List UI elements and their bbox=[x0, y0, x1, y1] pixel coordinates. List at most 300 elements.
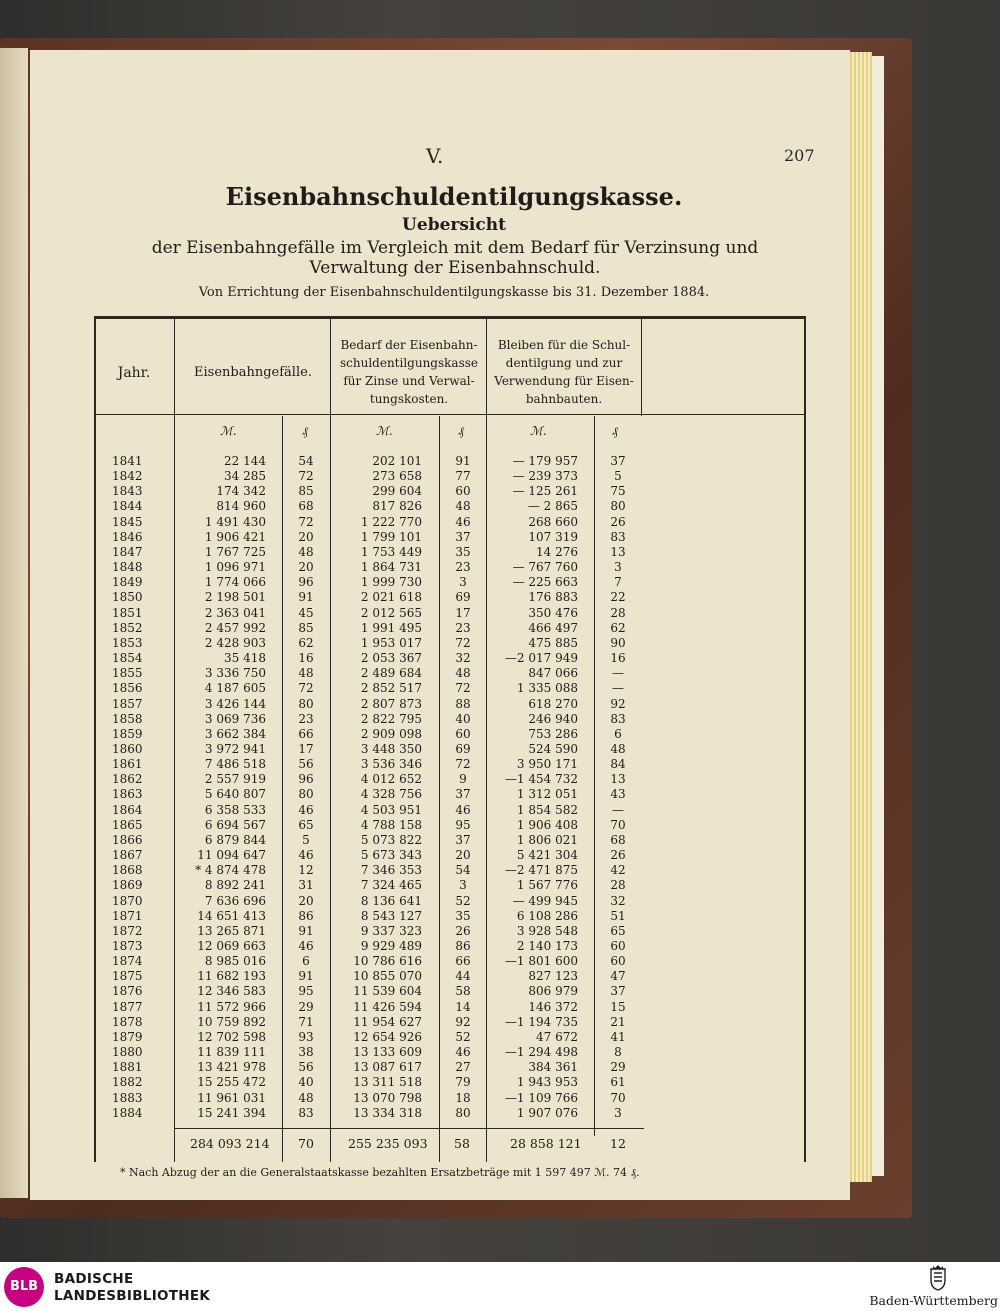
remaining-mark-cell: 1 907 076 bbox=[516, 1105, 578, 1120]
requirement-mark-cell: 4 012 652 bbox=[360, 772, 422, 787]
requirement-mark-cell: 9 929 489 bbox=[360, 939, 422, 953]
requirement-pf-cell: 77 bbox=[455, 469, 471, 484]
revenue-pf-cell: 91 bbox=[298, 590, 314, 605]
requirement-pf-cell: 20 bbox=[455, 848, 471, 863]
remaining-pf-cell: 42 bbox=[610, 863, 626, 878]
revenue-mark-cell: 3 662 384 bbox=[204, 726, 266, 741]
revenue-pf-cell: 38 bbox=[298, 1045, 314, 1060]
requirement-pf-cell: 37 bbox=[455, 832, 471, 847]
total-remaining-mark: 28 858 121 bbox=[510, 1136, 582, 1151]
revenue-pf-cell: 48 bbox=[298, 544, 314, 559]
revenue-mark-cell: 6 879 844 bbox=[204, 832, 266, 847]
requirement-mark-cell: 1 222 770 bbox=[360, 514, 422, 529]
revenue-pf-cell: 17 bbox=[298, 741, 314, 756]
requirement-pf-cell: 9 bbox=[459, 772, 467, 787]
requirement-pf-cell: 37 bbox=[455, 787, 471, 802]
remaining-mark-cell: 1 335 088 bbox=[516, 681, 578, 696]
remaining-pf-cell: 68 bbox=[610, 832, 626, 847]
remaining-mark-cell: 3 950 171 bbox=[516, 757, 578, 772]
remaining-mark-cell: 753 286 bbox=[528, 726, 578, 741]
requirement-mark-cell: 817 826 bbox=[372, 499, 422, 514]
revenue-mark-cell: 12 069 663 bbox=[197, 939, 266, 953]
year-cell: 1844 bbox=[112, 499, 143, 514]
header-year: Jahr. bbox=[117, 365, 151, 381]
revenue-mark-cell: 11 094 647 bbox=[197, 848, 266, 863]
revenue-mark-cell: 15 241 394 bbox=[197, 1105, 266, 1120]
year-cell: 1873 bbox=[112, 939, 143, 953]
total-requirement-mark: 255 235 093 bbox=[348, 1136, 428, 1151]
year-cell: 1861 bbox=[112, 757, 143, 772]
requirement-pf-cell: 32 bbox=[455, 651, 471, 666]
remaining-pf-cell: 65 bbox=[610, 923, 626, 938]
total-remaining-pf: 12 bbox=[610, 1136, 626, 1151]
year-cell: 1846 bbox=[112, 529, 143, 544]
total-revenue-mark: 284 093 214 bbox=[190, 1136, 270, 1151]
year-cell: 1880 bbox=[112, 1045, 143, 1060]
revenue-pf-cell: 91 bbox=[298, 923, 314, 938]
year-cell: 1881 bbox=[112, 1060, 143, 1075]
revenue-mark-cell: 1 096 971 bbox=[204, 560, 266, 575]
year-cell: 1854 bbox=[112, 651, 143, 666]
requirement-pf-cell: 72 bbox=[455, 635, 471, 650]
revenue-pf-cell: 72 bbox=[298, 681, 314, 696]
requirement-mark-cell: 1 799 101 bbox=[360, 529, 422, 544]
requirement-mark-cell: 5 073 822 bbox=[360, 832, 422, 847]
remaining-pf-cell: 8 bbox=[614, 1045, 622, 1060]
revenue-mark-cell: 174 342 bbox=[216, 484, 266, 499]
header-rule bbox=[94, 414, 806, 415]
footer-bar bbox=[0, 1262, 1000, 1311]
requirement-pf-cell: 46 bbox=[455, 514, 471, 529]
remaining-pf-cell: 83 bbox=[610, 529, 626, 544]
remaining-pf-cell: 37 bbox=[610, 984, 626, 999]
year-cell: 1867 bbox=[112, 848, 143, 863]
remaining-mark-cell: 1 806 021 bbox=[516, 832, 578, 847]
unit-pfennig: ₰ bbox=[458, 424, 464, 438]
year-cell: 1865 bbox=[112, 817, 143, 832]
requirement-mark-cell: 2 489 684 bbox=[360, 666, 422, 681]
remaining-mark-cell: —2 471 875 bbox=[504, 863, 578, 878]
requirement-mark-cell: 9 337 323 bbox=[360, 923, 422, 938]
requirement-pf-cell: 35 bbox=[455, 544, 471, 559]
remaining-mark-cell: —1 294 498 bbox=[504, 1045, 578, 1060]
revenue-mark-cell: 1 491 430 bbox=[204, 514, 266, 529]
year-cell: 1856 bbox=[112, 681, 143, 696]
remaining-pf-cell: 92 bbox=[610, 696, 626, 711]
revenue-mark-cell: 22 144 bbox=[224, 454, 266, 468]
requirement-pf-cell: 18 bbox=[455, 1090, 471, 1105]
revenue-mark-cell: 15 255 472 bbox=[197, 1075, 266, 1090]
remaining-pf-cell: 6 bbox=[614, 726, 622, 741]
remaining-pf-cell: 62 bbox=[610, 620, 626, 635]
unit-mark: ℳ. bbox=[530, 424, 547, 438]
requirement-mark-cell: 273 658 bbox=[372, 469, 422, 484]
column-revenue-pf bbox=[284, 454, 328, 1121]
requirement-pf-cell: 80 bbox=[455, 1105, 471, 1120]
revenue-mark-cell: 6 358 533 bbox=[204, 802, 266, 817]
requirement-mark-cell: 13 070 798 bbox=[353, 1090, 422, 1105]
remaining-mark-cell: 246 940 bbox=[528, 711, 578, 726]
requirement-pf-cell: 60 bbox=[455, 484, 471, 499]
revenue-mark-cell: 2 457 992 bbox=[204, 620, 266, 635]
requirement-pf-cell: 69 bbox=[455, 590, 471, 605]
left-page-edge bbox=[0, 48, 28, 1198]
remaining-pf-cell: 61 bbox=[610, 1075, 626, 1090]
requirement-mark-cell: 202 101 bbox=[372, 454, 422, 468]
remaining-mark-cell: 1 567 776 bbox=[516, 878, 578, 893]
revenue-pf-cell: 66 bbox=[298, 726, 314, 741]
year-cell: 1851 bbox=[112, 605, 143, 620]
revenue-mark-cell: 2 363 041 bbox=[204, 605, 266, 620]
requirement-mark-cell: 3 536 346 bbox=[360, 757, 422, 772]
year-cell: 1848 bbox=[112, 560, 143, 575]
revenue-pf-cell: 91 bbox=[298, 969, 314, 984]
page-number: 207 bbox=[784, 146, 815, 165]
revenue-pf-cell: 96 bbox=[298, 575, 314, 590]
header-requirement: Bedarf der Eisenbahn-schuldentilgungskasse für Zinse und Verwal-tungskosten. bbox=[339, 338, 478, 406]
header-remaining: Bleiben für die Schul-dentilgung und zur Verwendung für Eisen-bahnbauten. bbox=[494, 338, 634, 406]
revenue-mark-cell: 1 774 066 bbox=[204, 575, 266, 590]
unit-pfennig: ₰ bbox=[612, 424, 618, 438]
year-cell: 1878 bbox=[112, 1014, 143, 1029]
state-label: Baden-Württemberg bbox=[869, 1293, 998, 1308]
remaining-pf-cell: 47 bbox=[610, 969, 626, 984]
requirement-mark-cell: 13 133 609 bbox=[353, 1045, 422, 1060]
remaining-mark-cell: 2 140 173 bbox=[516, 939, 578, 953]
year-cell: 1869 bbox=[112, 878, 143, 893]
requirement-pf-cell: 66 bbox=[455, 954, 471, 969]
requirement-mark-cell: 3 448 350 bbox=[360, 741, 422, 756]
column-remaining-mark bbox=[494, 454, 578, 1121]
revenue-pf-cell: 80 bbox=[298, 696, 314, 711]
revenue-pf-cell: 85 bbox=[298, 484, 314, 499]
year-cell: 1859 bbox=[112, 726, 143, 741]
revenue-pf-cell: 96 bbox=[298, 772, 314, 787]
requirement-mark-cell: 8 543 127 bbox=[360, 908, 422, 923]
requirement-pf-cell: 23 bbox=[455, 560, 471, 575]
requirement-pf-cell: 35 bbox=[455, 908, 471, 923]
data-table bbox=[94, 316, 806, 1162]
year-cell: 1842 bbox=[112, 469, 143, 484]
revenue-pf-cell: 95 bbox=[298, 984, 314, 999]
remaining-mark-cell: 5 421 304 bbox=[516, 848, 578, 863]
requirement-mark-cell: 7 324 465 bbox=[360, 878, 422, 893]
revenue-mark-cell: 3 972 941 bbox=[204, 741, 266, 756]
requirement-mark-cell: 11 539 604 bbox=[353, 984, 422, 999]
revenue-mark-cell: 34 285 bbox=[224, 469, 266, 484]
year-cell: 1877 bbox=[112, 999, 143, 1014]
revenue-mark-cell: 11 682 193 bbox=[197, 969, 266, 984]
revenue-mark-cell: 814 960 bbox=[216, 499, 266, 514]
revenue-mark-cell: 1 767 725 bbox=[204, 544, 266, 559]
period-line: Von Errichtung der Eisenbahnschuldentilgungskasse bis 31. Dezember 1884. bbox=[198, 285, 710, 300]
subcolumn-divider bbox=[594, 416, 595, 1136]
total-requirement-pf: 58 bbox=[454, 1136, 470, 1151]
revenue-pf-cell: 5 bbox=[302, 832, 310, 847]
requirement-pf-cell: 26 bbox=[455, 923, 471, 938]
revenue-pf-cell: 46 bbox=[298, 802, 314, 817]
remaining-mark-cell: 107 319 bbox=[528, 529, 578, 544]
year-cell: 1843 bbox=[112, 484, 143, 499]
revenue-pf-cell: 56 bbox=[298, 1060, 314, 1075]
revenue-mark-cell: 13 421 978 bbox=[197, 1060, 266, 1075]
requirement-mark-cell: 2 909 098 bbox=[360, 726, 422, 741]
revenue-mark-cell: 8 892 241 bbox=[204, 878, 266, 893]
revenue-pf-cell: 20 bbox=[298, 893, 314, 908]
remaining-mark-cell: — 767 760 bbox=[512, 560, 578, 575]
requirement-mark-cell: 1 999 730 bbox=[360, 575, 422, 590]
revenue-mark-cell: 12 346 583 bbox=[197, 984, 266, 999]
year-cell: 1860 bbox=[112, 741, 143, 756]
requirement-mark-cell: 4 503 951 bbox=[360, 802, 422, 817]
book-page bbox=[30, 50, 850, 1200]
remaining-pf-cell: 5 bbox=[614, 469, 622, 484]
library-name-line1: BADISCHE bbox=[54, 1271, 134, 1287]
remaining-pf-cell: 21 bbox=[610, 1014, 626, 1029]
remaining-pf-cell: 3 bbox=[614, 560, 622, 575]
remaining-mark-cell: —1 109 766 bbox=[504, 1090, 578, 1105]
blb-logo[interactable]: BLB bbox=[4, 1267, 44, 1307]
revenue-pf-cell: 20 bbox=[298, 560, 314, 575]
revenue-pf-cell: 83 bbox=[298, 1105, 314, 1120]
revenue-mark-cell: 7 486 518 bbox=[204, 757, 266, 772]
remaining-pf-cell: 28 bbox=[610, 605, 626, 620]
revenue-pf-cell: 46 bbox=[298, 848, 314, 863]
requirement-pf-cell: 23 bbox=[455, 620, 471, 635]
revenue-mark-cell: 2 198 501 bbox=[204, 590, 266, 605]
requirement-mark-cell: 2 852 517 bbox=[360, 681, 422, 696]
requirement-pf-cell: 92 bbox=[455, 1014, 471, 1029]
revenue-pf-cell: 48 bbox=[298, 1090, 314, 1105]
requirement-pf-cell: 54 bbox=[455, 863, 471, 878]
remaining-pf-cell: 84 bbox=[610, 757, 626, 772]
requirement-mark-cell: 1 953 017 bbox=[360, 635, 422, 650]
requirement-mark-cell: 5 673 343 bbox=[360, 848, 422, 863]
remaining-pf-cell: 75 bbox=[610, 484, 626, 499]
remaining-pf-cell: 7 bbox=[614, 575, 622, 590]
requirement-mark-cell: 299 604 bbox=[372, 484, 422, 499]
remaining-mark-cell: 146 372 bbox=[528, 999, 578, 1014]
remaining-pf-cell: — bbox=[612, 666, 624, 681]
revenue-pf-cell: 29 bbox=[298, 999, 314, 1014]
remaining-pf-cell: 51 bbox=[610, 908, 626, 923]
revenue-mark-cell: 8 985 016 bbox=[204, 954, 266, 969]
year-cell: 1845 bbox=[112, 514, 143, 529]
revenue-mark-cell: 11 961 031 bbox=[197, 1090, 266, 1105]
year-cell: 1882 bbox=[112, 1075, 143, 1090]
section-numeral: V. bbox=[426, 144, 444, 168]
remaining-mark-cell: 1 943 953 bbox=[516, 1075, 578, 1090]
requirement-pf-cell: 91 bbox=[455, 454, 471, 468]
revenue-mark-cell: 2 428 903 bbox=[204, 635, 266, 650]
remaining-pf-cell: 70 bbox=[610, 1090, 626, 1105]
remaining-mark-cell: 350 476 bbox=[528, 605, 578, 620]
remaining-mark-cell: — 225 663 bbox=[512, 575, 578, 590]
revenue-pf-cell: 72 bbox=[298, 469, 314, 484]
revenue-pf-cell: 23 bbox=[298, 711, 314, 726]
requirement-mark-cell: 8 136 641 bbox=[360, 893, 422, 908]
remaining-pf-cell: 13 bbox=[610, 544, 626, 559]
revenue-pf-cell: 72 bbox=[298, 514, 314, 529]
requirement-pf-cell: 17 bbox=[455, 605, 471, 620]
revenue-pf-cell: 71 bbox=[298, 1014, 314, 1029]
revenue-pf-cell: 62 bbox=[298, 635, 314, 650]
year-cell: 1870 bbox=[112, 893, 143, 908]
requirement-mark-cell: 13 334 318 bbox=[353, 1105, 422, 1120]
remaining-mark-cell: —1 194 735 bbox=[504, 1014, 578, 1029]
year-cell: 1852 bbox=[112, 620, 143, 635]
requirement-mark-cell: 1 753 449 bbox=[360, 544, 422, 559]
requirement-pf-cell: 46 bbox=[455, 1045, 471, 1060]
year-cell: 1857 bbox=[112, 696, 143, 711]
library-name-line2: LANDESBIBLIOTHEK bbox=[54, 1288, 211, 1304]
remaining-pf-cell: — bbox=[612, 802, 624, 817]
total-rule bbox=[174, 1128, 644, 1129]
remaining-mark-cell: 47 672 bbox=[536, 1029, 578, 1044]
revenue-mark-cell: * 4 874 478 bbox=[195, 863, 266, 878]
remaining-pf-cell: 60 bbox=[610, 939, 626, 953]
requirement-pf-cell: 88 bbox=[455, 696, 471, 711]
remaining-pf-cell: 13 bbox=[610, 772, 626, 787]
requirement-mark-cell: 2 021 618 bbox=[360, 590, 422, 605]
year-cell: 1876 bbox=[112, 984, 143, 999]
revenue-mark-cell: 1 906 421 bbox=[204, 529, 266, 544]
remaining-mark-cell: — 179 957 bbox=[512, 454, 578, 468]
year-cell: 1879 bbox=[112, 1029, 143, 1044]
requirement-pf-cell: 3 bbox=[459, 878, 467, 893]
remaining-mark-cell: 176 883 bbox=[528, 590, 578, 605]
revenue-pf-cell: 85 bbox=[298, 620, 314, 635]
requirement-pf-cell: 52 bbox=[455, 893, 471, 908]
column-divider bbox=[486, 316, 487, 1162]
column-divider bbox=[330, 316, 331, 1162]
remaining-pf-cell: 90 bbox=[610, 635, 626, 650]
requirement-mark-cell: 7 346 353 bbox=[360, 863, 422, 878]
year-cell: 1864 bbox=[112, 802, 143, 817]
remaining-pf-cell: 15 bbox=[610, 999, 626, 1014]
remaining-pf-cell: 80 bbox=[610, 499, 626, 514]
revenue-pf-cell: 65 bbox=[298, 817, 314, 832]
remaining-mark-cell: 847 066 bbox=[528, 666, 578, 681]
revenue-mark-cell: 14 651 413 bbox=[197, 908, 266, 923]
remaining-mark-cell: 268 660 bbox=[528, 514, 578, 529]
column-divider bbox=[174, 316, 175, 1162]
revenue-pf-cell: 48 bbox=[298, 666, 314, 681]
requirement-pf-cell: 79 bbox=[455, 1075, 471, 1090]
requirement-mark-cell: 4 788 158 bbox=[360, 817, 422, 832]
requirement-pf-cell: 3 bbox=[459, 575, 467, 590]
year-cell: 1868 bbox=[112, 863, 143, 878]
remaining-mark-cell: 475 885 bbox=[528, 635, 578, 650]
remaining-pf-cell: 32 bbox=[610, 893, 626, 908]
revenue-mark-cell: 7 636 696 bbox=[204, 893, 266, 908]
requirement-mark-cell: 2 053 367 bbox=[360, 651, 422, 666]
remaining-mark-cell: 1 854 582 bbox=[516, 802, 578, 817]
unit-pfennig: ₰ bbox=[302, 424, 308, 438]
remaining-mark-cell: 806 979 bbox=[528, 984, 578, 999]
requirement-pf-cell: 48 bbox=[455, 499, 471, 514]
remaining-mark-cell: — 499 945 bbox=[512, 893, 578, 908]
remaining-mark-cell: 1 906 408 bbox=[516, 817, 578, 832]
year-cell: 1850 bbox=[112, 590, 143, 605]
requirement-pf-cell: 69 bbox=[455, 741, 471, 756]
requirement-mark-cell: 12 654 926 bbox=[353, 1029, 422, 1044]
remaining-pf-cell: 22 bbox=[610, 590, 626, 605]
year-cell: 1855 bbox=[112, 666, 143, 681]
requirement-pf-cell: 95 bbox=[455, 817, 471, 832]
remaining-mark-cell: 524 590 bbox=[528, 741, 578, 756]
requirement-pf-cell: 27 bbox=[455, 1060, 471, 1075]
remaining-pf-cell: 29 bbox=[610, 1060, 626, 1075]
subcolumn-divider bbox=[282, 416, 283, 1162]
revenue-pf-cell: 40 bbox=[298, 1075, 314, 1090]
year-cell: 1862 bbox=[112, 772, 143, 787]
revenue-pf-cell: 20 bbox=[298, 529, 314, 544]
revenue-mark-cell: 11 839 111 bbox=[197, 1045, 266, 1060]
revenue-mark-cell: 2 557 919 bbox=[204, 772, 266, 787]
revenue-mark-cell: 12 702 598 bbox=[197, 1029, 266, 1044]
remaining-pf-cell: 28 bbox=[610, 878, 626, 893]
year-cell: 1863 bbox=[112, 787, 143, 802]
remaining-mark-cell: — 239 373 bbox=[512, 469, 578, 484]
unit-mark: ℳ. bbox=[376, 424, 393, 438]
requirement-pf-cell: 48 bbox=[455, 666, 471, 681]
page-edges bbox=[850, 52, 872, 1182]
remaining-pf-cell: 41 bbox=[610, 1029, 626, 1044]
revenue-mark-cell: 11 572 966 bbox=[197, 999, 266, 1014]
column-revenue-mark bbox=[182, 454, 266, 1121]
requirement-pf-cell: 46 bbox=[455, 802, 471, 817]
column-divider bbox=[641, 316, 642, 416]
requirement-mark-cell: 2 807 873 bbox=[360, 696, 422, 711]
revenue-pf-cell: 86 bbox=[298, 908, 314, 923]
unit-mark: ℳ. bbox=[220, 424, 237, 438]
remaining-pf-cell: 16 bbox=[610, 651, 626, 666]
remaining-pf-cell: — bbox=[612, 681, 624, 696]
remaining-pf-cell: 83 bbox=[610, 711, 626, 726]
year-cell: 1884 bbox=[112, 1105, 143, 1120]
remaining-pf-cell: 43 bbox=[610, 787, 626, 802]
remaining-mark-cell: 14 276 bbox=[536, 544, 578, 559]
remaining-mark-cell: —2 017 949 bbox=[504, 651, 578, 666]
remaining-mark-cell: 618 270 bbox=[528, 696, 578, 711]
year-cell: 1858 bbox=[112, 711, 143, 726]
revenue-pf-cell: 12 bbox=[298, 863, 314, 878]
revenue-mark-cell: 4 187 605 bbox=[204, 681, 266, 696]
revenue-pf-cell: 6 bbox=[302, 954, 310, 969]
requirement-pf-cell: 60 bbox=[455, 726, 471, 741]
requirement-mark-cell: 1 991 495 bbox=[360, 620, 422, 635]
requirement-pf-cell: 72 bbox=[455, 681, 471, 696]
column-years bbox=[112, 454, 162, 1121]
revenue-pf-cell: 54 bbox=[298, 454, 314, 468]
requirement-mark-cell: 10 786 616 bbox=[353, 954, 422, 969]
revenue-pf-cell: 93 bbox=[298, 1029, 314, 1044]
remaining-pf-cell: 26 bbox=[610, 848, 626, 863]
year-cell: 1872 bbox=[112, 923, 143, 938]
revenue-pf-cell: 16 bbox=[298, 651, 314, 666]
revenue-pf-cell: 46 bbox=[298, 939, 314, 953]
remaining-pf-cell: 48 bbox=[610, 741, 626, 756]
revenue-mark-cell: 10 759 892 bbox=[197, 1014, 266, 1029]
revenue-pf-cell: 31 bbox=[298, 878, 314, 893]
column-remaining-pf bbox=[596, 454, 640, 1121]
remaining-mark-cell: 3 928 548 bbox=[516, 923, 578, 938]
requirement-pf-cell: 58 bbox=[455, 984, 471, 999]
page-title: Eisenbahnschuldentilgungskasse. bbox=[225, 182, 683, 211]
requirement-mark-cell: 11 954 627 bbox=[353, 1014, 422, 1029]
requirement-mark-cell: 13 311 518 bbox=[353, 1075, 422, 1090]
